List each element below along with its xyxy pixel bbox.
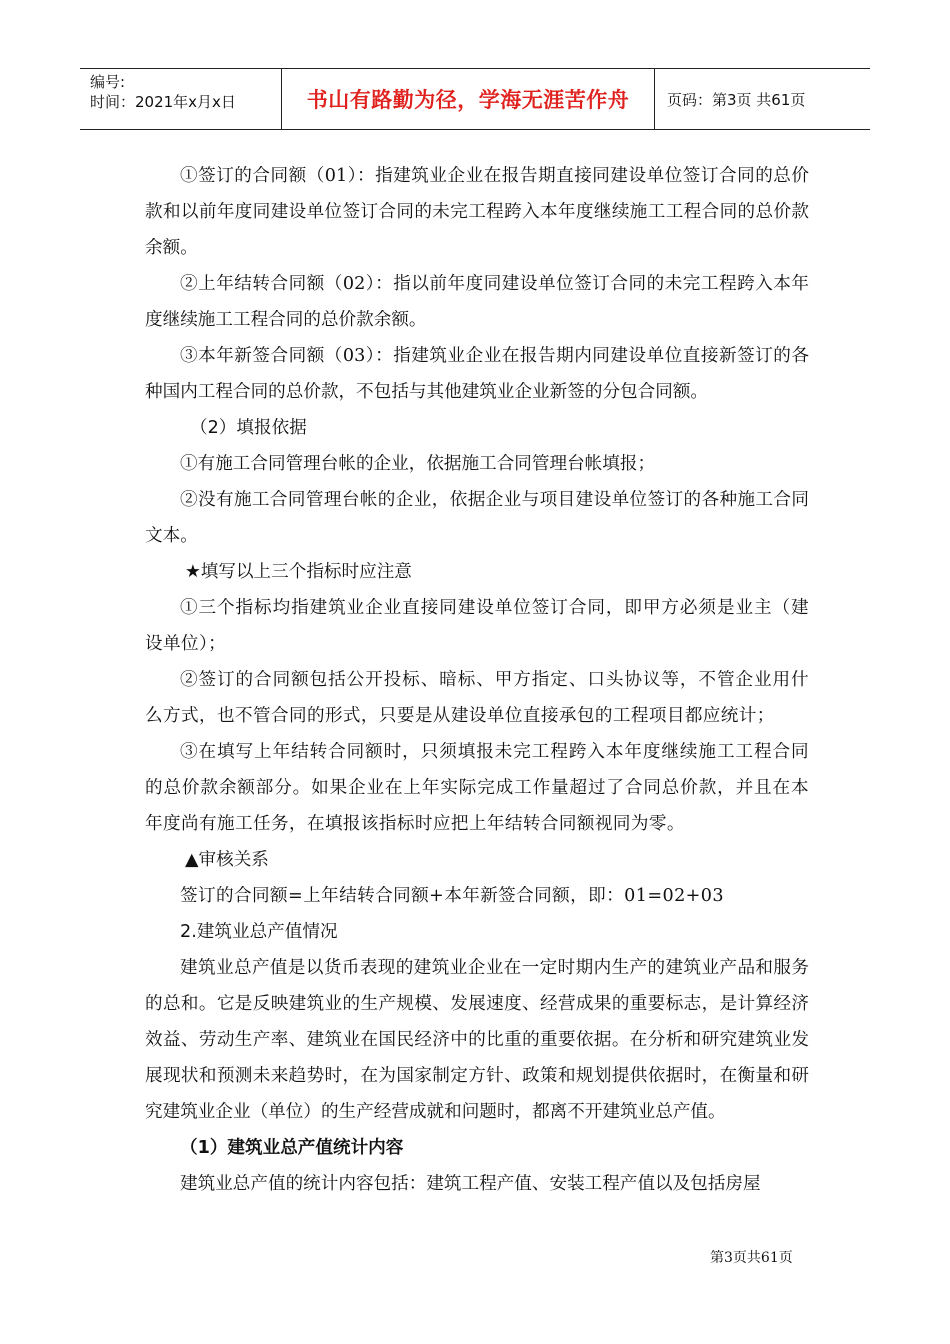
note-item-3: ③在填写上年结转合同额时，只须填报未完工程跨入本年度继续施工工程合同的总价款余额部分。如果企业在上年实际完成工作量超过了合同总价款，并且在本年度尚有施工任务，在填报该指标时应把上年结转合同额视同为零。 [145,742,809,834]
paragraph-statistics-content: 建筑业总产值的统计内容包括：建筑工程产值、安装工程产值以及包括房屋 [180,1174,761,1194]
document-date: 时间：2021年x月x日 [90,93,236,111]
section-heading-reporting-basis: （2）填报依据 [190,418,307,438]
audit-heading: ▲审核关系 [185,850,269,870]
note-item-2: ②签订的合同额包括公开投标、暗标、甲方指定、口头协议等，不管企业用什么方式，也不管合同的形式，只要是从建设单位直接承包的工程项目都应统计； [145,670,809,726]
paragraph-carryover-contract: ②上年结转合同额（02）：指以前年度同建设单位签订合同的未完工程跨入本年度继续施工工程合同的总价款余额。 [145,274,809,330]
paragraph-basis-1: ①有施工合同管理台帐的企业，依据施工合同管理台帐填报； [180,454,656,474]
header-motto: 书山有路勤为径，学海无涯苦作舟 [282,69,655,129]
paragraph-signed-contract: ①签订的合同额（01）：指建筑业企业在报告期直接同建设单位签订合同的总价款和以前年度同建设单位签订合同的未完工程跨入本年度继续施工工程合同的总价款余额。 [145,166,809,258]
note-item-1: ①三个指标均指建筑业企业直接同建设单位签订合同，即甲方必须是业主（建设单位）； [145,598,809,654]
paragraph-gross-output-definition: 建筑业总产值是以货币表现的建筑业企业在一定时期内生产的建筑业产品和服务的总和。它是反映建筑业的生产规模、发展速度、经营成果的重要标志，是计算经济效益、劳动生产率、建筑业在国民经济中的比重的重要依据。在分析和研究建筑业发展现状和预测未来趋势时，在为国家制定方针、政策和规划提供依据时，在衡量和研究建筑业企业（单位）的生产经营成就和问题时，都离不开建筑业总产值。 [145,958,809,1122]
document-body [145,158,809,1202]
paragraph-new-contract: ③本年新签合同额（03）：指建筑业企业在报告期内同建设单位直接新签订的各种国内工程合同的总价款，不包括与其他建筑业企业新签的分包合同额。 [145,346,809,402]
subsection-heading-statistics-content: （1）建筑业总产值统计内容 [180,1138,404,1158]
page-header [80,68,870,130]
header-meta [80,69,282,129]
paragraph-basis-2: ②没有施工合同管理台帐的企业，依据企业与项目建设单位签订的各种施工合同文本。 [145,490,809,546]
section-heading-gross-output: 2.建筑业总产值情况 [180,922,338,942]
note-heading: ★填写以上三个指标时应注意 [185,562,412,582]
audit-formula: 签订的合同额=上年结转合同额+本年新签合同额，即：01=02+03 [180,886,724,906]
page-footer: 第3页共61页 [710,1250,793,1266]
header-page-info: 页码：第3页 共61页 [667,90,806,109]
document-number-label: 编号: [90,73,126,91]
